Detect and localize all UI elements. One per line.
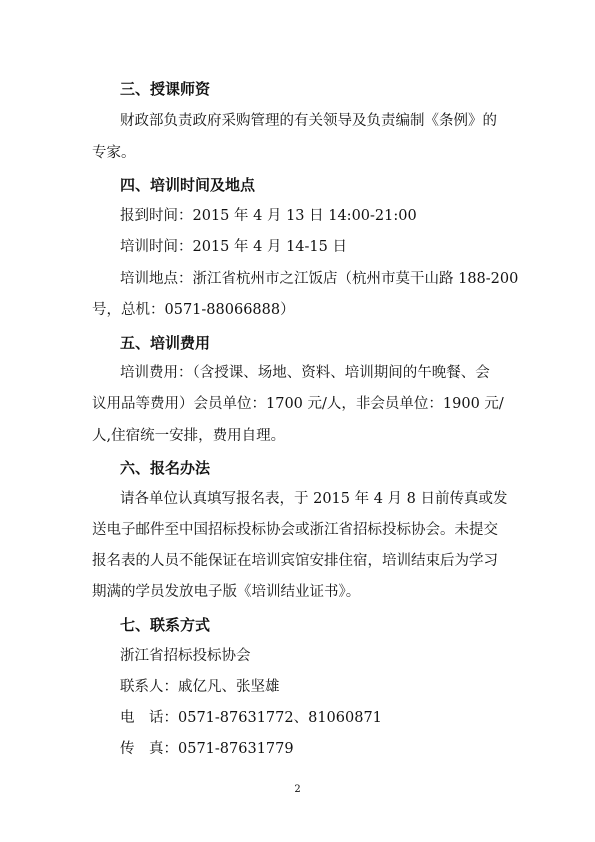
fees-text-line-2: 议用品等费用）会员单位：1700 元/人，非会员单位：1900 元/ <box>92 396 504 412</box>
contact-fax: 传 真：0571-87631779 <box>120 741 294 757</box>
instructors-text-line-1: 财政部负责政府采购管理的有关领导及负责编制《条例》的 <box>120 113 497 129</box>
training-location-line-1: 培训地点：浙江省杭州市之江饭店（杭州市莫干山路 188-200 <box>120 271 519 287</box>
training-location-line-2: 号，总机：0571-88066888） <box>92 302 295 318</box>
section-heading-instructors: 三、授课师资 <box>120 80 211 98</box>
contact-phone: 电 话：0571-87631772、81060871 <box>120 710 382 726</box>
registration-text-line-4: 期满的学员发放电子版《培训结业证书》。 <box>92 584 361 600</box>
registration-text-line-1: 请各单位认真填写报名表，于 2015 年 4 月 8 日前传真或发 <box>120 491 508 507</box>
fees-text-line-3: 人,住宿统一安排，费用自理。 <box>92 428 286 444</box>
fees-text-line-1: 培训费用：（含授课、场地、资料、培训期间的午晚餐、会 <box>120 365 490 381</box>
section-heading-fees: 五、培训费用 <box>120 334 211 352</box>
checkin-time: 报到时间：2015 年 4 月 13 日 14:00-21:00 <box>120 208 417 224</box>
section-heading-contact: 七、联系方式 <box>120 616 211 634</box>
contact-persons: 联系人：戚亿凡、张坚雄 <box>120 679 280 695</box>
section-heading-time-place: 四、培训时间及地点 <box>120 176 256 194</box>
page-number: 2 <box>294 784 301 795</box>
registration-text-line-3: 报名表的人员不能保证在培训宾馆安排住宿，培训结束后为学习 <box>92 553 498 569</box>
registration-text-line-2: 送电子邮件至中国招标投标协会或浙江省招标投标协会。未提交 <box>92 522 498 538</box>
instructors-text-line-2: 专家。 <box>92 145 136 161</box>
training-time: 培训时间：2015 年 4 月 14-15 日 <box>120 239 347 255</box>
contact-organization: 浙江省招标投标协会 <box>120 648 251 664</box>
section-heading-registration: 六、报名办法 <box>120 459 211 477</box>
